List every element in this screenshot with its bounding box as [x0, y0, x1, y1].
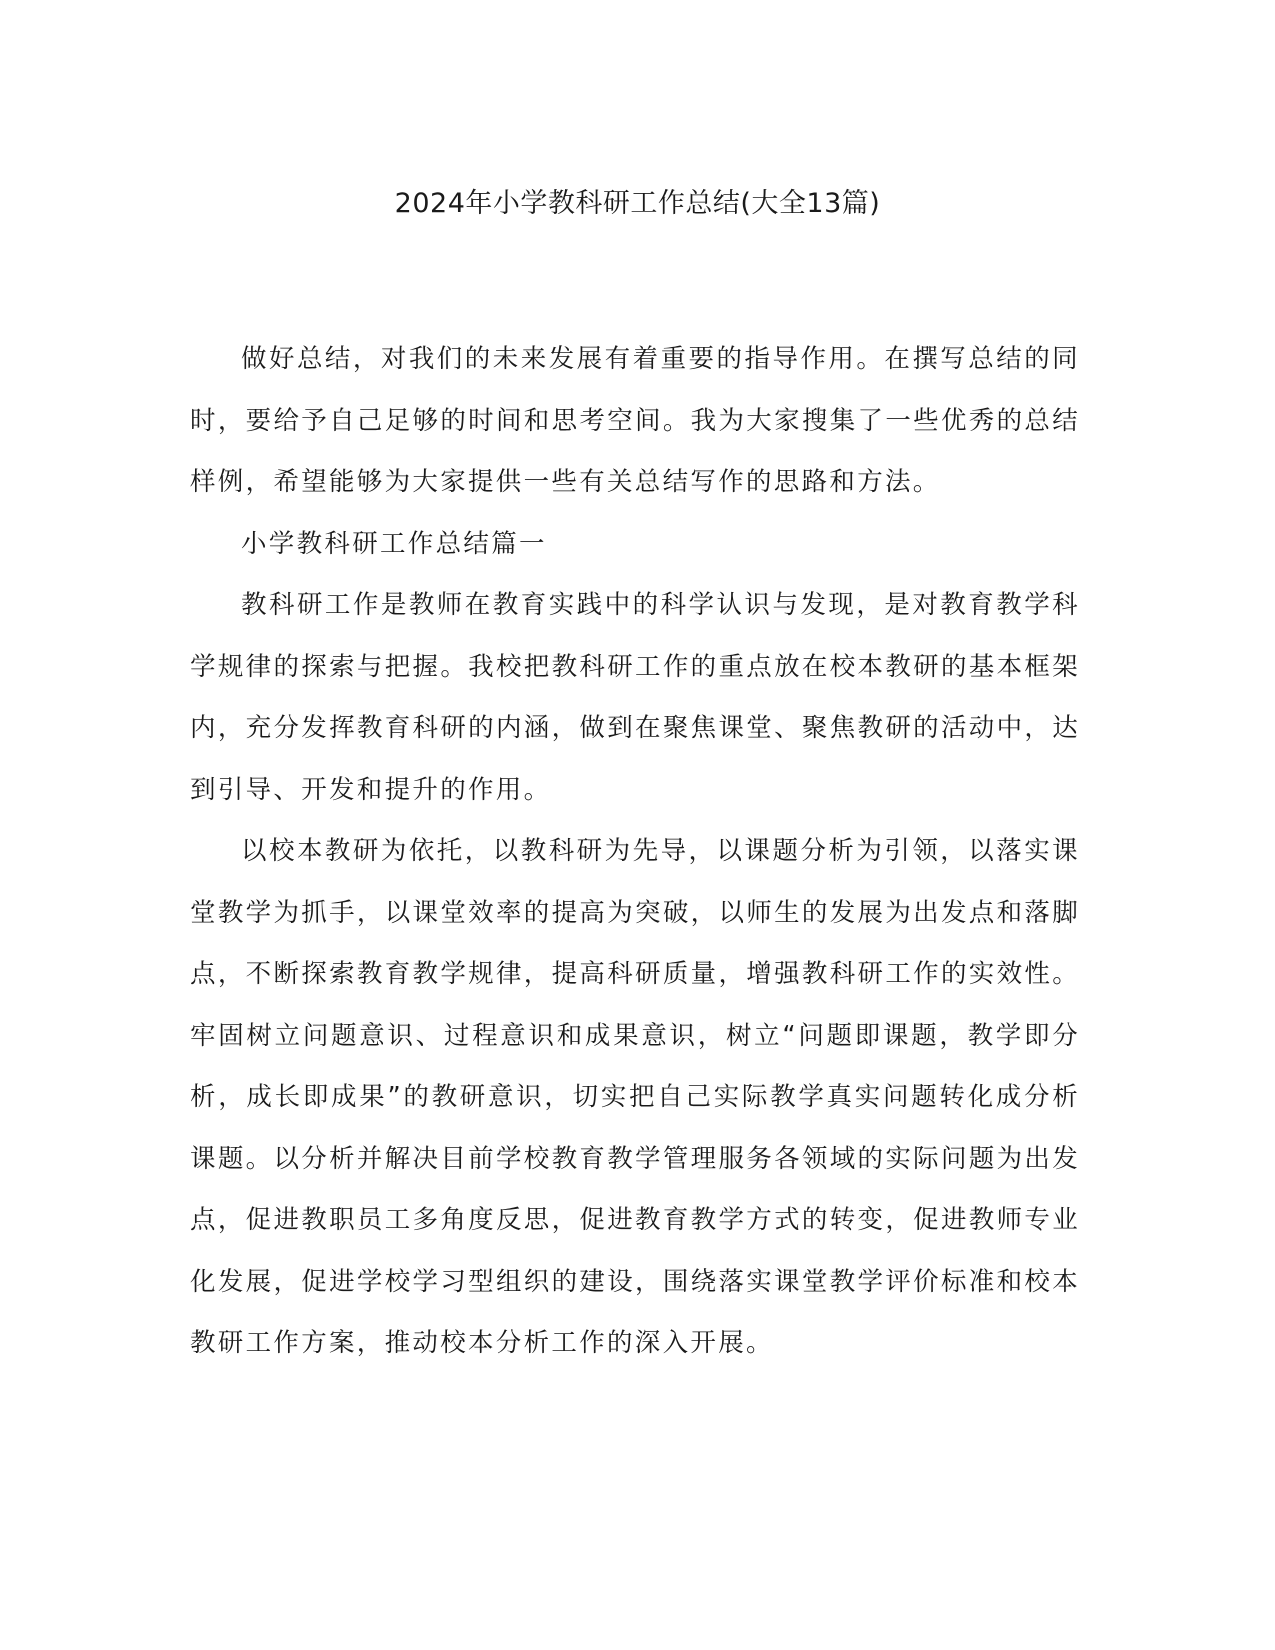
body-paragraph-1: 教科研工作是教师在教育实践中的科学认识与发现，是对教育教学科学规律的探索与把握。我校把教科研工作的重点放在校本教研的基本框架内，充分发挥教育科研的内涵，做到在聚焦课堂、聚焦教研的活动中，达到引导、开发和提升的作用。: [190, 590, 1080, 805]
section-heading: 小学教科研工作总结篇一: [241, 528, 547, 559]
intro-paragraph: 做好总结，对我们的未来发展有着重要的指导作用。在撰写总结的同时，要给予自己足够的时间和思考空间。我为大家搜集了一些优秀的总结样例，希望能够为大家提供一些有关总结写作的思路和方法。: [190, 344, 1080, 497]
document-body: [190, 329, 1080, 1375]
document-title: 2024年小学教科研工作总结(大全13篇): [394, 188, 881, 219]
body-paragraph-2: 以校本教研为依托，以教科研为先导，以课题分析为引领，以落实课堂教学为抓手，以课堂效率的提高为突破，以师生的发展为出发点和落脚点，不断探索教育教学规律，提高科研质量，增强教科研工作的实效性。牢固树立问题意识、过程意识和成果意识，树立“问题即课题，教学即分析，成长即成果”的教研意识，切实把自己实际教学真实问题转化成分析课题。以分析并解决目前学校教育教学管理服务各领域的实际问题为出发点，促进教职员工多角度反思，促进教育教学方式的转变，促进教师专业化发展，促进学校学习型组织的建设，围绕落实课堂教学评价标准和校本教研工作方案，推动校本分析工作的深入开展。: [190, 836, 1080, 1358]
